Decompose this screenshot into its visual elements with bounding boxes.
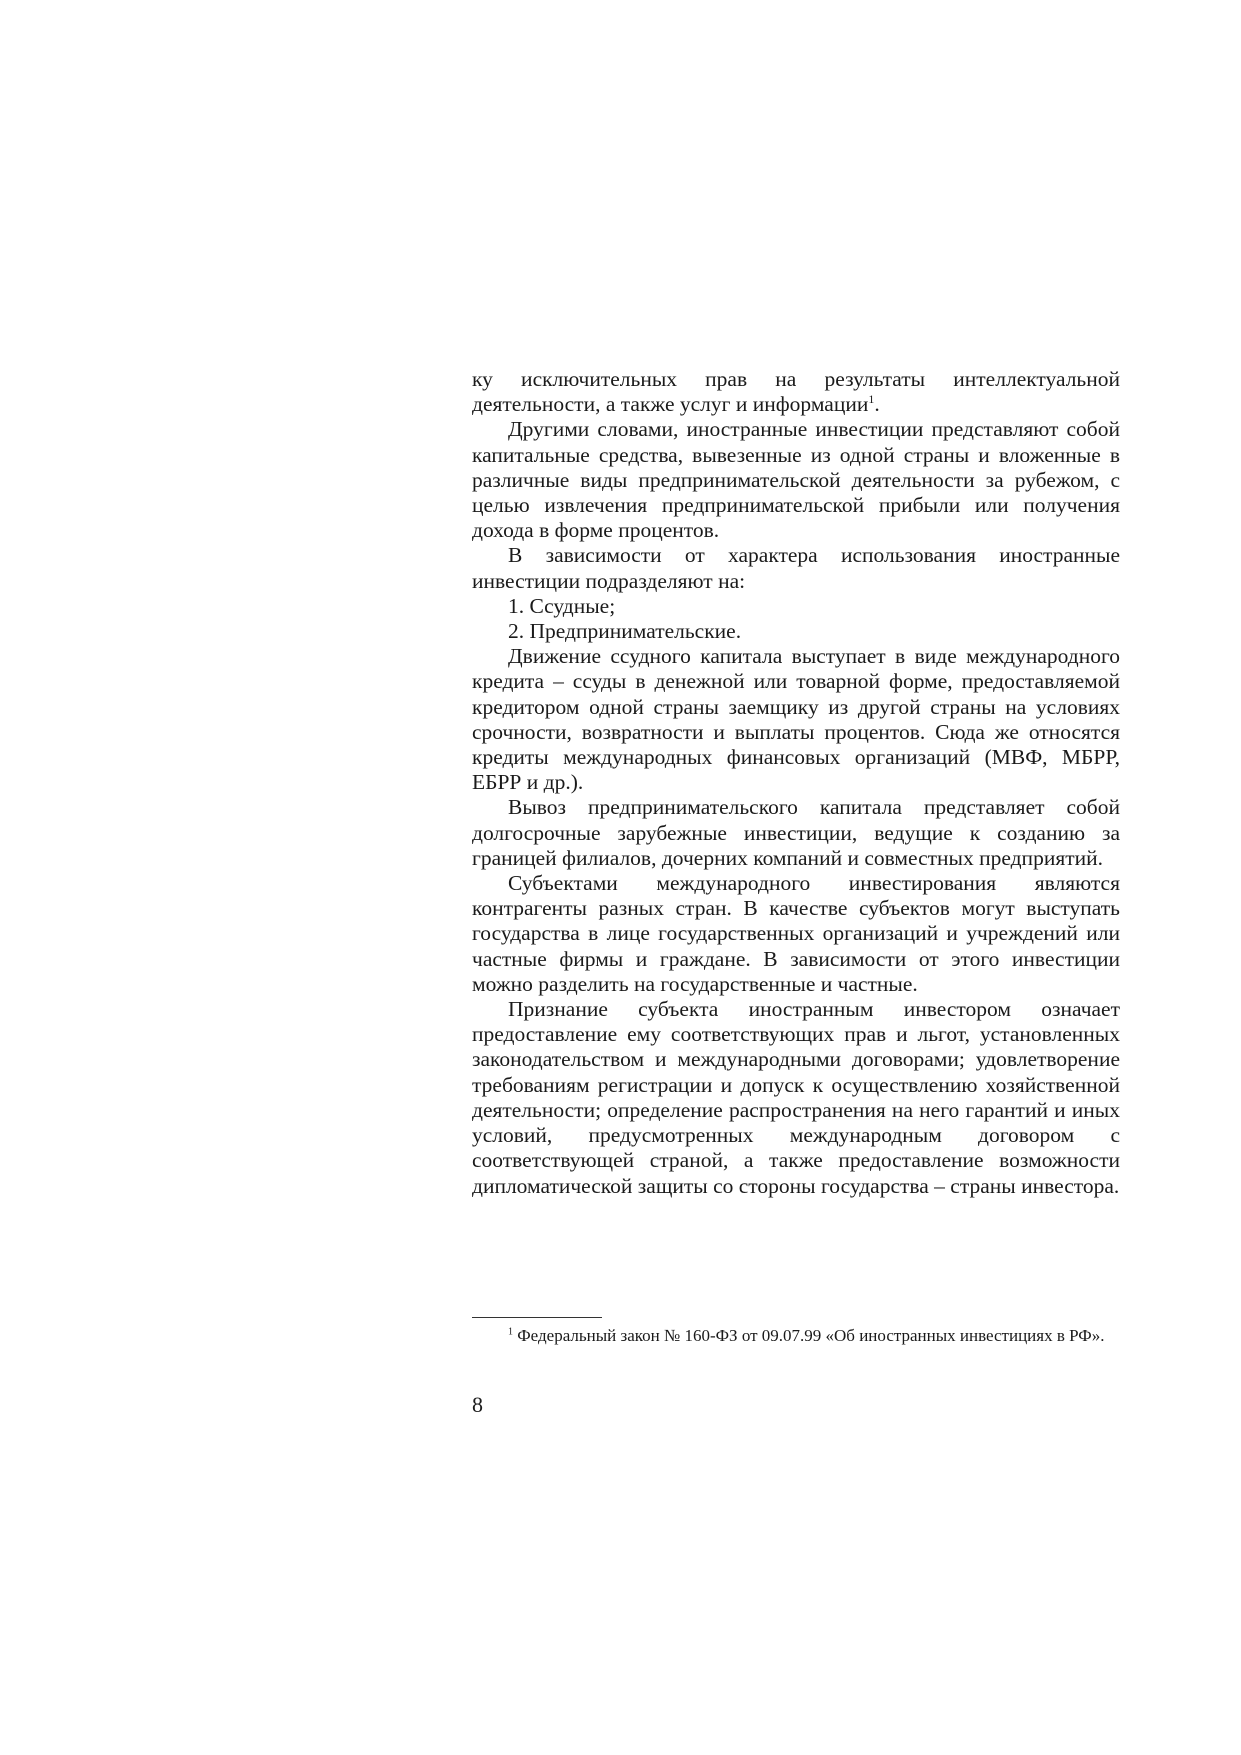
paragraph: Другими словами, иностранные инвестиции представляют собой капитальные средства, вывезенные из одной страны и вложенные в различные виды предпринимательской деятельности за рубежом, с целью извлечения предпринимательской прибыли или получения дохода в форме процентов. bbox=[472, 417, 1120, 543]
paragraph: Признание субъекта иностранным инвестором означает предоставление ему соответствующих прав и льгот, установленных законодательством и международными договорами; удовлетворение требованиям регистрации и допуск к осуществлению хозяйственной деятельности; определение распространения на него гарантий и иных условий, предусмотренных международным договором с соответствующей страной, а также предоставление возможности дипломатической защиты со стороны государства – страны инвестора. bbox=[472, 997, 1120, 1198]
paragraph: В зависимости от характера использования иностранные инвестиции подразделяют на: bbox=[472, 543, 1120, 593]
paragraph: Движение ссудного капитала выступает в виде международного кредита – ссуды в денежной или товарной форме, предоставляемой кредитором одной страны заемщику из другой страны на условиях срочности, возвратности и выплаты процентов. Сюда же относятся кредиты международных финансовых организаций (МВФ, МБРР, ЕБРР и др.). bbox=[472, 644, 1120, 795]
list-item: 1. Ссудные; bbox=[508, 593, 616, 618]
paragraph: Вывоз предпринимательского капитала представляет собой долгосрочные зарубежные инвестиции, ведущие к созданию за границей филиалов, дочерних компаний и совместных предприятий. bbox=[472, 795, 1120, 870]
paragraph-continuation: ку исключительных прав на результаты интеллектуальной деятельности, а также услуг и информации$^1$. bbox=[472, 367, 1120, 417]
footnote bbox=[472, 1325, 1120, 1346]
footnote-divider bbox=[472, 1317, 602, 1318]
list-item: 2. Предпринимательские. bbox=[508, 619, 742, 644]
footnote-reference[interactable]: 1 bbox=[868, 392, 875, 407]
footnote-text: Федеральный закон № 160-ФЗ от 09.07.99 «Об иностранных инвестициях в РФ». bbox=[513, 1326, 1105, 1345]
main-text bbox=[472, 367, 1120, 1199]
page-number: 8 bbox=[472, 1392, 483, 1417]
footnote-marker: 1 bbox=[508, 1326, 513, 1338]
paragraph: Субъектами международного инвестирования являются контрагенты разных стран. В качестве субъектов могут выступать государства в лице государственных организаций и учреждений или частные фирмы и граждане. В зависимости от этого инвестиции можно разделить на государственные и частные. bbox=[472, 871, 1120, 996]
